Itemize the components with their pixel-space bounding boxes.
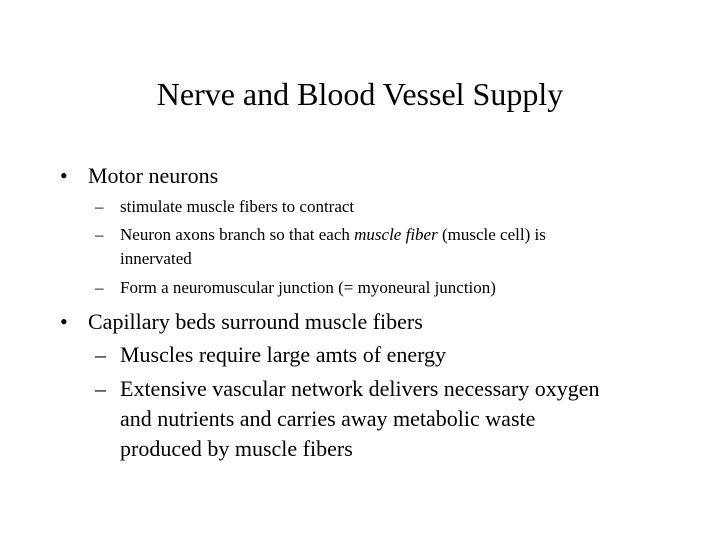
sub-bullet-text-post: (muscle cell) is xyxy=(437,225,546,244)
bullet-label: Capillary beds surround muscle fibers xyxy=(88,309,423,334)
sub-bullet-text: Muscles require large amts of energy xyxy=(120,342,447,367)
bullet-marker: • xyxy=(60,309,68,334)
bullet-marker: • xyxy=(60,163,68,188)
sub-bullet-text-continued: innervated xyxy=(120,249,192,268)
sub-bullet-text: Extensive vascular network delivers necessary oxygen xyxy=(120,376,600,401)
sub-bullet-text xyxy=(120,222,546,248)
sub-bullet-text: Form a neuromuscular junction (= myoneural junction) xyxy=(120,278,496,297)
dash-marker: – xyxy=(95,342,106,367)
dash-marker: – xyxy=(95,278,104,297)
sub-bullet-text-pre: Neuron axons branch so that each xyxy=(120,225,355,244)
dash-marker: – xyxy=(95,225,104,244)
sub-bullet-text-continued: and nutrients and carries away metabolic waste xyxy=(120,406,536,431)
dash-marker: – xyxy=(95,197,104,216)
sub-bullet-text-italic: muscle fiber xyxy=(354,225,438,244)
slide-title: Nerve and Blood Vessel Supply xyxy=(156,76,564,112)
dash-marker: – xyxy=(95,376,106,401)
sub-bullet-text: stimulate muscle fibers to contract xyxy=(120,197,355,216)
bullet-label: Motor neurons xyxy=(88,163,219,188)
sub-bullet-text-continued: produced by muscle fibers xyxy=(120,436,353,461)
